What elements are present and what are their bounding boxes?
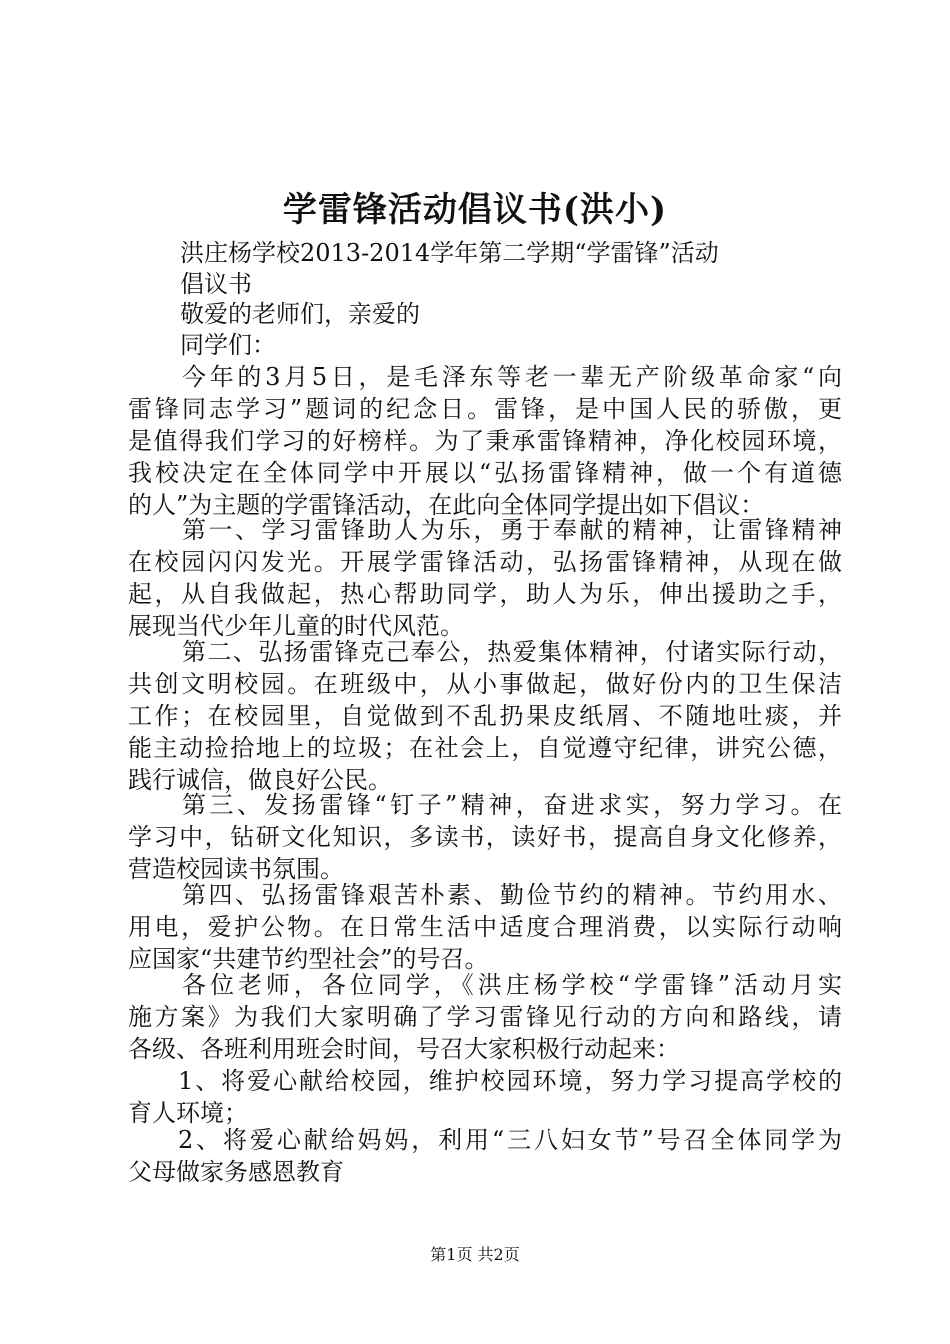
list-item: 2、将爱心献给妈妈，利用“三八妇女节”号召全体同学为 <box>178 1126 842 1154</box>
list-item: 1、将爱心献给校园，维护校园环境，努力学习提高学校的 <box>178 1067 842 1095</box>
body-line: 的人”为主题的学雷锋活动，在此向全体同学提出如下倡议： <box>128 491 765 519</box>
body-line: 今年的3月5日，是毛泽东等老一辈无产阶级革命家“向 <box>182 363 842 391</box>
body-line: 第二、弘扬雷锋克己奉公，热爱集体精神，付诸实际行动， <box>182 638 842 666</box>
body-line: 工作；在校园里，自觉做到不乱扔果皮纸屑、不随地吐痰，并 <box>128 702 842 730</box>
body-line: 共创文明校园。在班级中，从小事做起，做好份内的卫生保洁 <box>128 670 842 698</box>
body-line: 用电，爱护公物。在日常生活中适度合理消费，以实际行动响 <box>128 913 842 941</box>
header-line: 倡议书 <box>180 270 252 298</box>
list-item: 育人环境； <box>128 1099 248 1127</box>
body-line: 是值得我们学习的好榜样。为了秉承雷锋精神，净化校园环境， <box>128 427 842 455</box>
body-line: 第三、发扬雷锋“钉子”精神，奋进求实，努力学习。在 <box>182 791 842 819</box>
body-line: 各位老师，各位同学，《洪庄杨学校“学雷锋”活动月实 <box>182 971 842 999</box>
body-line: 营造校园读书氛围。 <box>128 855 344 883</box>
salutation-line: 敬爱的老师们，亲爱的 <box>180 300 420 328</box>
body-line: 能主动捡拾地上的垃圾；在社会上，自觉遵守纪律，讲究公德， <box>128 734 842 762</box>
document-title: 学雷锋活动倡议书(洪小) <box>282 190 668 230</box>
body-line: 践行诚信，做良好公民。 <box>128 766 392 794</box>
body-line: 应国家“共建节约型社会”的号召。 <box>128 945 489 973</box>
list-item: 父母做家务感恩教育 <box>128 1158 344 1186</box>
body-line: 我校决定在全体同学中开展以“弘扬雷锋精神，做一个有道德 <box>128 459 842 487</box>
body-line: 施方案》为我们大家明确了学习雷锋见行动的方向和路线，请 <box>128 1003 842 1031</box>
body-line: 第一、学习雷锋助人为乐，勇于奉献的精神，让雷锋精神 <box>182 516 842 544</box>
body-line: 雷锋同志学习”题词的纪念日。雷锋，是中国人民的骄傲，更 <box>128 395 842 423</box>
body-line: 展现当代少年儿童的时代风范。 <box>128 612 464 640</box>
salutation-line: 同学们： <box>180 331 276 359</box>
body-line: 在校园闪闪发光。开展学雷锋活动，弘扬雷锋精神，从现在做 <box>128 548 842 576</box>
body-line: 起，从自我做起，热心帮助同学，助人为乐，伸出援助之手， <box>128 580 842 608</box>
body-line: 学习中，钻研文化知识，多读书，读好书，提高自身文化修养， <box>128 823 842 851</box>
body-line: 各级、各班利用班会时间，号召大家积极行动起来： <box>128 1035 680 1063</box>
header-line: 洪庄杨学校2013-2014学年第二学期“学雷锋”活动 <box>180 239 719 267</box>
body-line: 第四、弘扬雷锋艰苦朴素、勤俭节约的精神。节约用水、 <box>182 881 842 909</box>
page-footer: 第1页 共2页 <box>430 1245 520 1264</box>
